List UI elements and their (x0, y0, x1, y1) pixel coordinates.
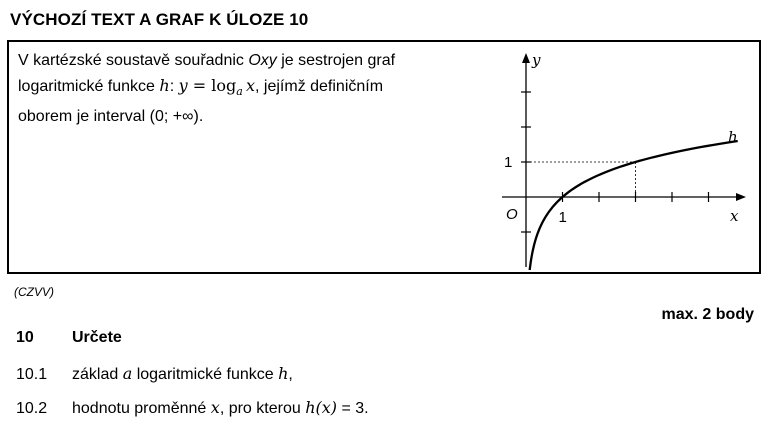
subtask-text: = 3. (337, 400, 369, 417)
variable-x: x (245, 76, 256, 95)
log-curve (529, 141, 738, 270)
subtask-text: , (288, 366, 293, 383)
source-note: (CZVV) (14, 285, 54, 299)
intro-text-span: logaritmické funkce (18, 78, 160, 95)
function-graph (490, 45, 750, 270)
intro-text-span: V kartézské soustavě souřadnic (18, 52, 249, 69)
intro-text-span: je sestrojen graf (276, 52, 396, 69)
origin-label: O (506, 206, 518, 223)
subtask-variable: a (122, 364, 133, 383)
subtask-text: základ (72, 366, 123, 383)
task-header (16, 329, 122, 347)
y-axis-arrow (522, 53, 530, 63)
y-axis-label: y (532, 51, 541, 69)
intro-text-span: : (169, 78, 179, 95)
subtask-text: hodnotu proměnné (72, 400, 211, 417)
intro-line-1 (18, 48, 448, 73)
intro-text-span: , jejímž definičním (255, 78, 384, 95)
subtask-variable: h(x) (305, 398, 337, 417)
intro-line-3: oborem je interval (0; +∞). (18, 108, 204, 126)
x-one-label: 1 (558, 209, 567, 226)
subtask-number: 10.1 (16, 366, 48, 383)
exercise-heading: VÝCHOZÍ TEXT A GRAF K ÚLOZE 10 (10, 10, 309, 29)
log-base: a (236, 85, 243, 99)
intro-text (18, 48, 448, 129)
y-one-label: 1 (504, 154, 513, 171)
intro-coordinate-system: Oxy (248, 52, 277, 69)
task-title: Určete (72, 329, 122, 346)
subtask-variable: x (210, 398, 220, 417)
intro-line-2 (18, 73, 448, 104)
subtask-number: 10.2 (16, 400, 48, 417)
curve-label: h (728, 128, 738, 146)
subtask-2 (16, 398, 369, 418)
subtask-text: , pro kterou (219, 400, 306, 417)
x-axis-label: x (730, 207, 739, 225)
log-operator: = log (187, 76, 237, 95)
task-number: 10 (16, 329, 34, 346)
subtask-text: logaritmické funkce (132, 366, 279, 383)
variable-y: y (178, 76, 188, 95)
subtask-1 (16, 364, 293, 384)
function-name: h (159, 76, 170, 95)
subtask-variable: h (278, 364, 289, 383)
x-axis-arrow (736, 193, 746, 201)
max-points: max. 2 body (661, 306, 754, 323)
